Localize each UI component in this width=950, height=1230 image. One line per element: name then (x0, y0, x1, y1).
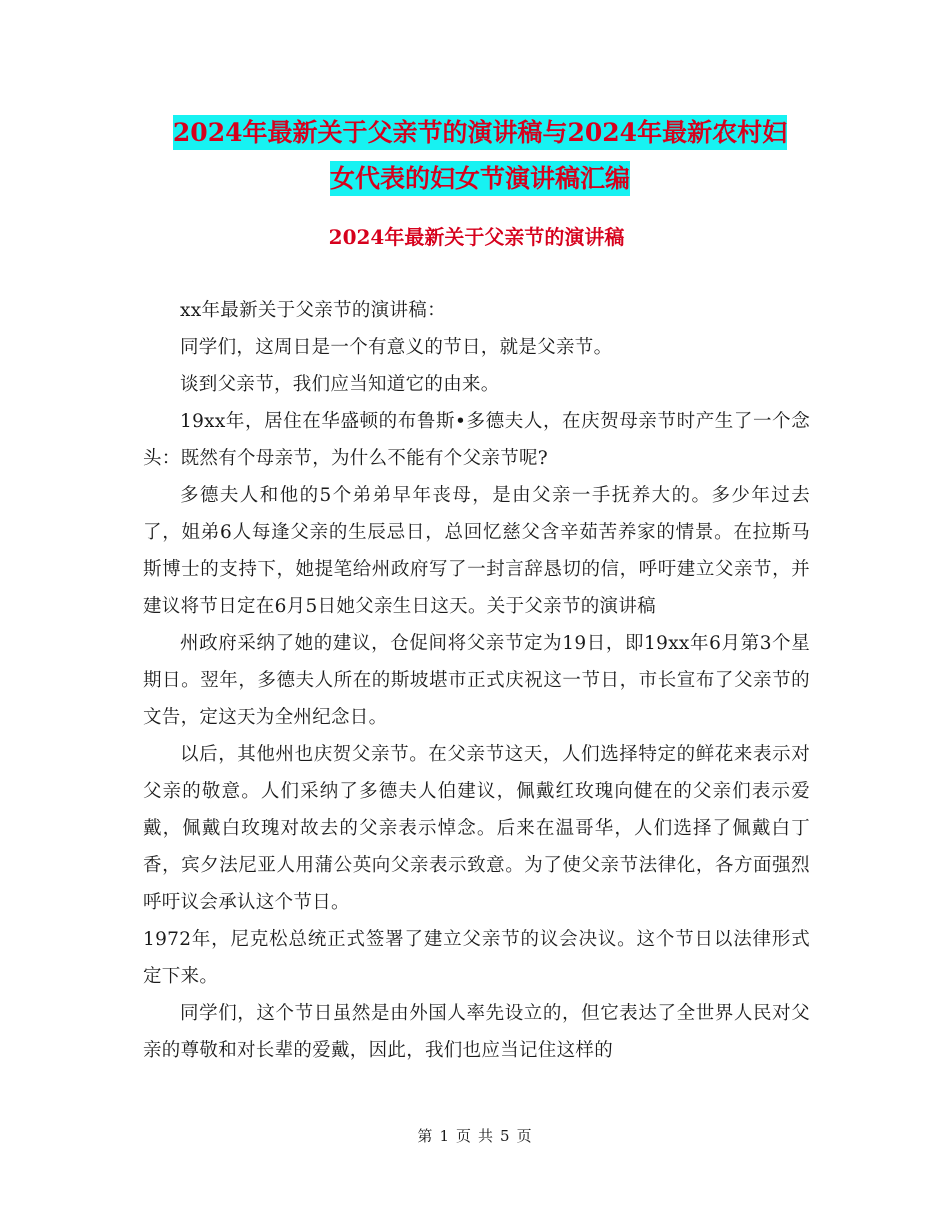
paragraph: 同学们，这周日是一个有意义的节日，就是父亲节。 (180, 337, 613, 358)
paragraph: 同学们，这个节日虽然是由外国人率先设立的，但它表达了全世界人民对父亲的尊敬和对长辈的爱戴，因此，我们也应当记住这样的 (143, 1003, 810, 1061)
document-body (143, 292, 810, 1069)
paragraph: 1972年，尼克松总统正式签署了建立父亲节的议会决议。这个节日以法律形式定下来。 (143, 929, 810, 987)
paragraph: 州政府采纳了她的建议，仓促间将父亲节定为19日，即19xx年6月第3个星期日。翌年，多德夫人所在的斯坡堪市正式庆祝这一节日，市长宣布了父亲节的文告，定这天为全州纪念日。 (143, 633, 810, 728)
footer-mid: 页 (455, 1127, 472, 1145)
paragraph: 以后，其他州也庆贺父亲节。在父亲节这天，人们选择特定的鲜花来表示对父亲的敬意。人们采纳了多德夫人伯建议，佩戴红玫瑰向健在的父亲们表示爱戴，佩戴白玫瑰对故去的父亲表示悼念。后来在温哥华，人们选择了佩戴白丁香，宾夕法尼亚人用蒲公英向父亲表示致意。为了使父亲节法律化，各方面强烈呼吁议会承认这个节日。 (143, 744, 810, 913)
paragraph: 19xx年，居住在华盛顿的布鲁斯•多德夫人，在庆贺母亲节时产生了一个念头：既然有个母亲节，为什么不能有个父亲节呢? (143, 411, 810, 469)
section-title: 2024年最新关于父亲节的演讲稿 (328, 225, 625, 249)
paragraph: 谈到父亲节，我们应当知道它的由来。 (180, 374, 500, 395)
document-title-line2: 女代表的妇女节演讲稿汇编 (330, 161, 630, 196)
paragraph: xx年最新关于父亲节的演讲稿： (180, 300, 446, 321)
page-number: 1 (439, 1127, 450, 1145)
document-title-line1: 2024年最新关于父亲节的演讲稿与2024年最新农村妇 (173, 115, 787, 150)
paragraph: 多德夫人和他的5个弟弟早年丧母，是由父亲一手抚养大的。多少年过去了，姐弟6人每逢父亲的生辰忌日，总回忆慈父含辛茹苦养家的情景。在拉斯马斯博士的支持下，她提笔给州政府写了一封言辞恳切的信，呼吁建立父亲节，并建议将节日定在6月5日她父亲生日这天。关于父亲节的演讲稿 (143, 485, 810, 617)
footer-prefix: 第 (417, 1127, 434, 1145)
footer-suffix: 页 (516, 1127, 533, 1145)
page-footer (0, 1125, 950, 1146)
footer-total-prefix: 共 (478, 1127, 495, 1145)
page-total: 5 (500, 1127, 511, 1145)
document-title (150, 110, 810, 202)
